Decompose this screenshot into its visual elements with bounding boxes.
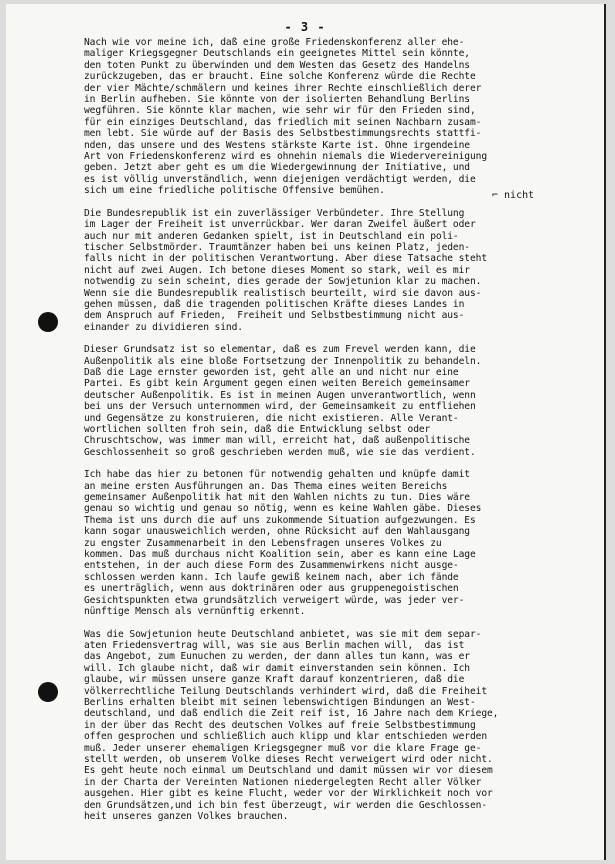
text-line: entstehen, in der auch diese Form des Zusammenwirkens nicht ausge- bbox=[84, 560, 459, 572]
text-line: Außenpolitik als eine bloße Fortsetzung der Innenpolitik zu behandeln. bbox=[84, 355, 482, 367]
text-line: der vier Mächte/schmälern und keines ihrer Rechte einschließlich derer bbox=[84, 82, 482, 94]
text-line: den toten Punkt zu überwinden und dem Westen das Gesetz des Handelns bbox=[84, 59, 470, 71]
typewritten-page bbox=[6, 4, 606, 860]
text-line: in der Charta der Vereinten Nationen niedergelegten Recht aller Völker bbox=[84, 776, 482, 788]
text-line: Chruschtschow, was immer man will, erreicht hat, daß außenpolitische bbox=[84, 435, 470, 447]
paragraph bbox=[84, 469, 584, 617]
text-line: Daß die Lage ernster geworden ist, geht alle an und nicht nur eine bbox=[84, 366, 459, 378]
text-line: aten Friedensvertrag will, was sie aus Berlin machen will, das ist bbox=[84, 639, 465, 651]
text-line: in Berlin aufheben. Sie könnte von der isolierten Behandlung Berlins bbox=[84, 94, 470, 106]
text-line: Gesichtspunkten etwa grundsätzlich verweigert würde, was jeder ver- bbox=[84, 594, 465, 606]
text-line: geben. Jetzt aber geht es um die Wiedergewinnung der Initiative, und bbox=[84, 162, 470, 174]
text-line: Thema ist uns durch die auf uns zukommende Situation aufgezwungen. Es bbox=[84, 514, 476, 526]
punch-hole-bottom bbox=[38, 682, 58, 702]
text-line: Geschlossenheit so groß geschrieben werden muß, wie sie das verdient. bbox=[84, 446, 476, 458]
text-line: will. Ich glaube nicht, daß wir damit einverstanden sein können. Ich bbox=[84, 662, 470, 674]
text-line: es ist völlig unverständlich, wenn diejenigen verdächtigt werden, die bbox=[84, 173, 476, 185]
text-line: einander zu dividieren sind. bbox=[84, 321, 243, 333]
document-body bbox=[84, 37, 584, 822]
paragraph bbox=[84, 208, 584, 333]
text-line: heit unseres ganzen Volkes brauchen. bbox=[84, 811, 289, 822]
page-number: - 3 - bbox=[284, 20, 326, 34]
text-line: Art von Friedenskonferenz wird es ohnehin niemals die Wiedervereinigung bbox=[84, 151, 487, 163]
text-line: nünftige Mensch als vernünftig erkennt. bbox=[84, 606, 306, 618]
text-line: stellt werden, ob unserem Volke dieses Recht verweigert wird oder nicht. bbox=[84, 753, 493, 765]
text-line: Was die Sowjetunion heute Deutschland anbietet, was sie mit dem separ- bbox=[84, 628, 482, 640]
text-line: kommen. Das muß durchaus nicht Koalition sein, aber es kann eine Lage bbox=[84, 549, 476, 561]
text-line: Berlins erhalten bleibt mit seinen lebenswichtigen Bindungen an West- bbox=[84, 696, 476, 708]
text-line: zu engster Zusammenarbeit in den Lebensfragen unseres Volkes zu bbox=[84, 537, 442, 549]
paragraph bbox=[84, 344, 584, 458]
text-line: wortlichen sollten froh sein, daß die Entwicklung selbst oder bbox=[84, 424, 431, 435]
text-line: gehen müssen, daß die tragenden politischen Kräfte dieses Landes in bbox=[84, 298, 465, 310]
text-line: und Gegensätze zu konstruieren, die nicht existieren. Alle Verant- bbox=[84, 412, 459, 424]
text-line: ausgehen. Hier gibt es keine Flucht, weder vor der Wirklichkeit noch vor bbox=[84, 788, 493, 800]
text-line: glaube, wir müssen unsere ganze Kraft darauf konzentrieren, daß die bbox=[84, 674, 465, 686]
paragraph bbox=[84, 37, 584, 197]
text-line: maliger Kriegsgegner Deutschlands ein geeignetes Mittel sein könnte, bbox=[84, 48, 470, 60]
text-line: das Angebot, zum Eunuchen zu werden, der dann alles tun kann, was er bbox=[84, 651, 470, 663]
text-line: deutscher Außenpolitik. Es ist in meinen Augen unverantwortlich, wenn bbox=[84, 389, 476, 401]
text-line: Dieser Grundsatz ist so elementar, daß es zum Frevel werden kann, die bbox=[84, 344, 476, 356]
text-line: auch nur mit anderen Gedanken spielt, ist in Deutschland ein poli- bbox=[84, 230, 459, 242]
text-line: es unerträglich, wenn aus doktrinären oder aus gruppenegoistischen bbox=[84, 583, 459, 595]
text-line: nden, das unsere und des Westens stärkste Karte ist. Ohne irgendeine bbox=[84, 139, 470, 151]
text-line: zurückzugeben, das er braucht. Eine solche Konferenz würde die Rechte bbox=[84, 71, 476, 83]
handwritten-insert: ⌐ nicht bbox=[492, 190, 535, 201]
text-line: an meine ersten Ausführungen an. Das Thema eines weiten Bereichs bbox=[84, 480, 448, 492]
text-line: genau so wichtig und genau so nötig, wenn es keine Wahlen gäbe. Dieses bbox=[84, 503, 482, 515]
paragraph-gap bbox=[84, 458, 584, 469]
text-line: Die Bundesrepublik ist ein zuverlässiger Verbündeter. Ihre Stellung bbox=[84, 207, 465, 219]
paragraph-gap bbox=[84, 618, 584, 629]
text-line: im Lager der Freiheit ist unverrückbar. Wer daran Zweifel äußert oder bbox=[84, 219, 476, 231]
text-line: falls nicht in der politischen Verantwortung. Aber diese Tatsache steht bbox=[84, 253, 487, 265]
text-line: Partei. Es gibt kein Argument gegen einen weiten Bereich gemeinsamer bbox=[84, 378, 470, 390]
text-line: Ich habe das hier zu betonen für notwendig gehalten und knüpfe damit bbox=[84, 469, 470, 481]
text-line: in der über das Recht des deutschen Volkes auf freie Selbstbestimmung bbox=[84, 719, 476, 731]
text-line: für ein einziges Deutschland, das friedlich mit seinen Nachbarn zusam- bbox=[84, 116, 482, 128]
text-line: offen gesprochen und schließlich auch klipp und klar entschieden werden bbox=[84, 731, 487, 743]
text-line: sich um eine friedliche politische Offensive bemühen. bbox=[84, 185, 385, 197]
text-line: schlossen werden kann. Ich laufe gewiß keinem nach, aber ich fände bbox=[84, 571, 459, 583]
text-line: kann sogar unausweichlich werden, ohne Rücksicht auf den Wahlausgang bbox=[84, 526, 470, 538]
paragraph bbox=[84, 629, 584, 823]
text-line: men lebt. Sie würde auf der Basis des Selbstbestimmungsrechts stattfi- bbox=[84, 128, 482, 140]
punch-hole-top bbox=[38, 312, 58, 332]
text-line: Es geht heute noch einmal um Deutschland und damit müssen wir vor diesem bbox=[84, 765, 493, 777]
text-line: Nach wie vor meine ich, daß eine große Friedenskonferenz aller ehe- bbox=[84, 37, 465, 48]
text-line: wegführen. Sie könnte klar machen, wie sehr wir für den Frieden sind, bbox=[84, 105, 476, 117]
text-line: deutschland, und daß endlich die Zeit reif ist, 16 Jahre nach dem Kriege, bbox=[84, 708, 499, 720]
text-line: tischer Selbstmörder. Traumtänzer haben bei uns keinen Platz, jeden- bbox=[84, 241, 470, 253]
text-line: dem Anspruch auf Frieden, Freiheit und Selbstbestimmung nicht aus- bbox=[84, 310, 465, 322]
text-line: notwendig zu sein scheint, dies gerade der Sowjetunion klar zu machen. bbox=[84, 276, 482, 288]
text-line: Wenn sie die Bundesrepublik realistisch beurteilt, wird sie davon aus- bbox=[84, 287, 482, 299]
paragraph-gap bbox=[84, 333, 584, 344]
text-line: völkerrechtliche Teilung Deutschlands verhindert wird, daß die Freiheit bbox=[84, 685, 487, 697]
paragraph-gap bbox=[84, 197, 584, 208]
text-line: bei uns der Versuch unternommen wird, der Gemeinsamkeit zu entfliehen bbox=[84, 401, 476, 413]
text-line: nicht auf zwei Augen. Ich betone dieses Moment so stark, weil es mir bbox=[84, 264, 470, 276]
text-line: den Grundsätzen,und ich bin fest überzeugt, wir werden die Geschlossen- bbox=[84, 799, 487, 811]
text-line: muß. Jeder unserer ehemaligen Kriegsgegner muß vor die klare Frage ge- bbox=[84, 742, 482, 754]
text-line: gemeinsamer Außenpolitik hat mit den Wahlen nichts zu tun. Dies wäre bbox=[84, 492, 470, 504]
